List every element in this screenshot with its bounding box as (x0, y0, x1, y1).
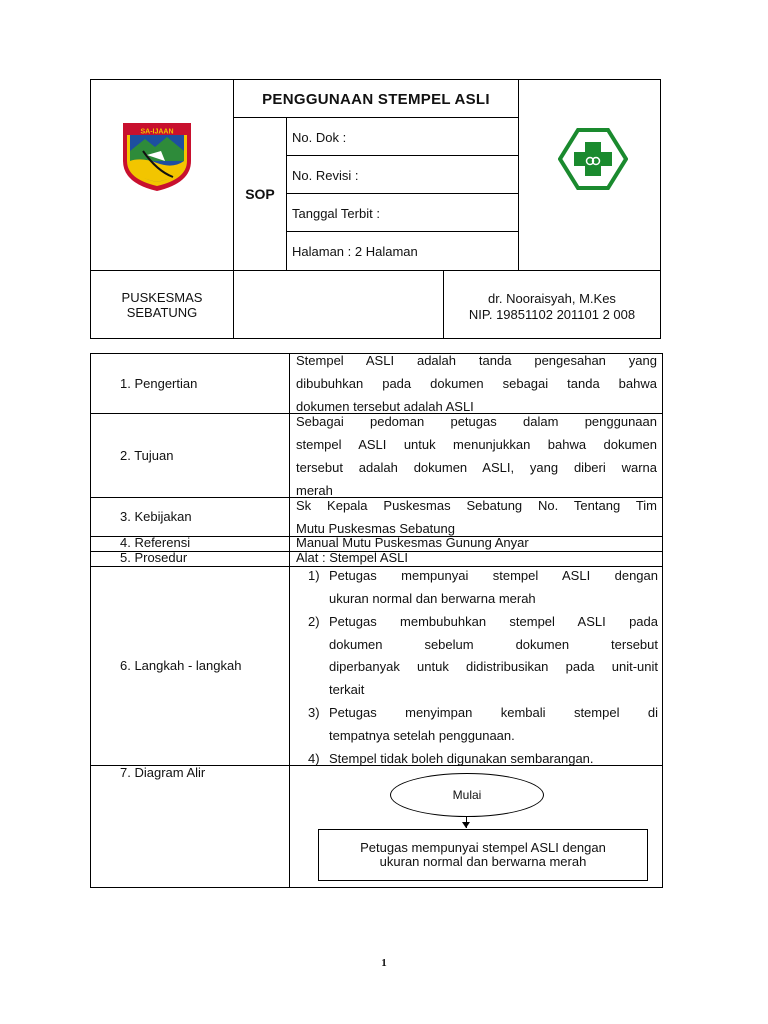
issue-date-field: Tanggal Terbit : (292, 205, 380, 221)
arrow-head-icon (462, 822, 470, 828)
text-line: dokumen sebelum dokumen tersebut (329, 636, 658, 652)
svg-text:SA-IJAAN: SA-IJAAN (140, 128, 174, 136)
step-number: 4) (308, 751, 320, 766)
text-line: Mutu Puskesmas Sebatung (296, 521, 455, 536)
text-line: terkait (329, 681, 365, 697)
text-line: Petugas mempunyai stempel ASLI dengan (329, 568, 658, 583)
section-text-kebijakan (296, 494, 657, 540)
section-label-kebijakan: 3. Kebijakan (120, 509, 192, 524)
divider (518, 79, 519, 271)
step-number: 1) (308, 568, 320, 583)
text-line: ukuran normal dan berwarna merah (379, 854, 587, 869)
list-item (296, 748, 658, 771)
divider (289, 353, 290, 888)
doc-number-field: No. Dok : (292, 129, 347, 145)
text-line: Petugas menyimpan kembali stempel di (329, 705, 658, 720)
text-line: stempel ASLI untuk menunjukkan bahwa dokumen (296, 437, 657, 452)
institution-line: SEBATUNG (126, 305, 198, 320)
divider (233, 270, 234, 339)
section-label-langkah: 6. Langkah - langkah (120, 658, 242, 673)
signatory-name: dr. Nooraisyah, M.Kes (488, 291, 616, 306)
text-line: Petugas mempunyai stempel ASLI dengan (360, 840, 606, 855)
section-label-referensi: 4. Referensi (120, 535, 191, 550)
health-cross-icon (558, 128, 628, 190)
text-line: Sebagai pedoman petugas dalam penggunaan (296, 414, 657, 429)
section-text-prosedur: Alat : Stempel ASLI (296, 550, 409, 565)
text-line: merah (296, 483, 333, 498)
section-label-tujuan: 2. Tujuan (120, 448, 174, 463)
text-line: Sk Kepala Puskesmas Sebatung No. Tentang Tim (296, 498, 657, 513)
flow-process-node (318, 829, 648, 881)
text-line: dibubuhkan pada dokumen sebagai tanda bahwa (296, 376, 657, 391)
institution-name (91, 271, 233, 339)
text-line: Stempel tidak boleh digunakan sembarangan. (329, 751, 594, 766)
section-label-prosedur: 5. Prosedur (120, 550, 188, 565)
signatory (444, 271, 660, 339)
text-line: Stempel ASLI adalah tanda pengesahan yang (296, 353, 657, 368)
steps-list (296, 565, 658, 772)
text-line: diperbanyak untuk didistribusikan pada unit-unit (329, 659, 658, 674)
section-text-tujuan (296, 410, 657, 502)
step-number: 3) (308, 705, 320, 720)
list-item (296, 702, 658, 747)
flow-start-label: Mulai (452, 788, 482, 802)
text-line: dokumen tersebut adalah ASLI (296, 399, 474, 414)
sop-label: SOP (245, 186, 275, 202)
text-line: tempatnya setelah penggunaan. (329, 727, 515, 743)
text-line: Petugas membubuhkan stempel ASLI pada (329, 614, 658, 629)
document-title: PENGGUNAAN STEMPEL ASLI (262, 90, 490, 108)
text-line: ukuran normal dan berwarna merah (329, 590, 536, 606)
flow-start-node (390, 773, 544, 817)
regional-logo (121, 121, 193, 193)
list-item (296, 565, 658, 610)
section-label-pengertian: 1. Pengertian (120, 376, 198, 391)
section-text-referensi: Manual Mutu Puskesmas Gunung Anyar (296, 535, 529, 550)
page-count-field: Halaman : 2 Halaman (292, 243, 418, 259)
text-line: tersebut adalah dokumen ASLI, yang diberi warna (296, 460, 657, 475)
institution-line: PUSKESMAS (121, 290, 203, 305)
signatory-nip: NIP. 19851102 201101 2 008 (468, 307, 636, 322)
revision-field: No. Revisi : (292, 167, 359, 183)
page-number: 1 (381, 957, 387, 969)
list-item (296, 611, 658, 701)
step-number: 2) (308, 614, 320, 629)
section-text-pengertian (296, 349, 657, 418)
section-label-diagram: 7. Diagram Alir (120, 765, 206, 780)
divider (286, 117, 287, 271)
